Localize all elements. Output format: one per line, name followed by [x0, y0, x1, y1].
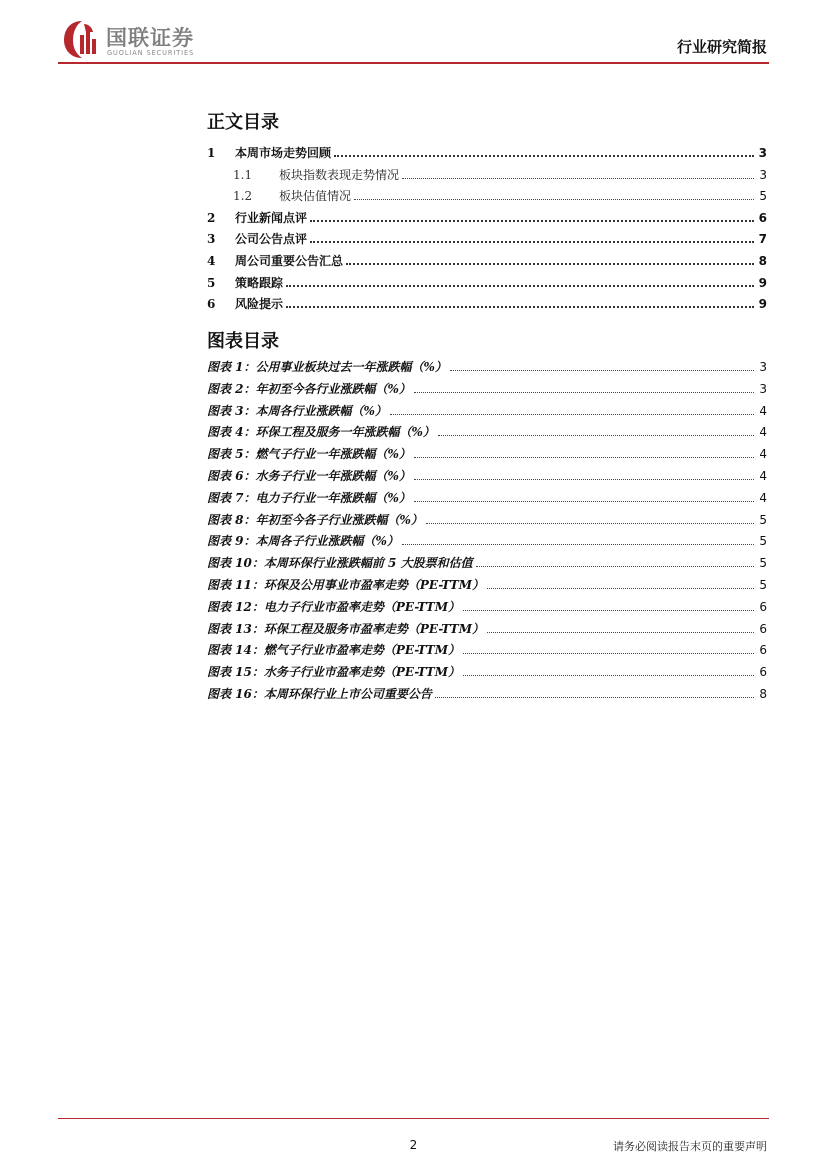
figure-dot-leader	[414, 457, 754, 458]
figure-entry[interactable]	[207, 683, 767, 701]
figure-dot-leader	[426, 523, 754, 524]
figure-dot-leader	[390, 414, 754, 415]
page-number: 2	[409, 1138, 418, 1152]
figure-entry-page: 8	[759, 687, 767, 701]
toc-dot-leader	[354, 199, 754, 200]
figure-entry-title: 图表 10：本周环保行业涨跌幅前 5 大股票和估值	[207, 556, 473, 571]
toc-dot-leader	[334, 155, 754, 157]
figure-dot-leader	[463, 653, 754, 654]
figure-entry[interactable]	[207, 421, 767, 439]
figure-entry-title: 图表 3：本周各行业涨跌幅（%）	[207, 403, 387, 418]
figure-entry-title: 图表 4：环保工程及服务一年涨跌幅（%）	[207, 425, 435, 440]
toc-entry[interactable]	[207, 228, 767, 246]
toc-entry-title: 行业新闻点评	[235, 210, 308, 225]
figure-entry[interactable]	[207, 574, 767, 592]
toc-entry-number: 4	[207, 254, 216, 268]
toc-entry-page: 3	[759, 167, 767, 182]
figure-entry-page: 5	[759, 556, 767, 571]
figure-entry-page: 6	[759, 665, 767, 680]
figure-entry-title: 图表 1：公用事业板块过去一年涨跌幅（%）	[207, 360, 447, 374]
figure-entry-page: 4	[759, 403, 767, 418]
figure-entry-page: 4	[759, 425, 767, 440]
toc-dot-leader	[346, 263, 754, 265]
figure-entry-title: 图表 12：电力子行业市盈率走势（PE-TTM）	[207, 599, 460, 614]
figure-entry-page: 4	[759, 447, 767, 462]
figure-dot-leader	[463, 675, 754, 676]
toc-entry-title: 风险提示	[235, 297, 284, 312]
figure-entry-title: 图表 2：年初至今各行业涨跌幅（%）	[207, 381, 411, 396]
figure-entry[interactable]	[207, 661, 767, 679]
toc-entry-title: 周公司重要公告汇总	[235, 254, 344, 268]
toc-entry-page: 8	[758, 254, 767, 268]
toc-entry-page: 5	[759, 189, 767, 204]
toc-entry-number: 6	[207, 297, 216, 312]
toc-dot-leader	[286, 285, 754, 287]
figure-dot-leader	[402, 544, 754, 545]
figure-entry-page: 3	[759, 360, 767, 374]
logo-chinese-name: 国联证券	[106, 26, 194, 50]
toc-entry[interactable]	[207, 207, 767, 225]
figure-entry[interactable]	[207, 487, 767, 505]
figure-entry-page: 3	[759, 381, 767, 396]
figure-entry-title: 图表 8：年初至今各子行业涨跌幅（%）	[207, 512, 423, 527]
figure-entry-title: 图表 16：本周环保行业上市公司重要公告	[207, 687, 432, 701]
toc-entry[interactable]	[207, 293, 767, 311]
toc-dot-leader	[402, 178, 754, 179]
toc-entry-title: 板块估值情况	[279, 189, 352, 204]
figure-dot-leader	[487, 632, 754, 633]
toc-entry[interactable]	[207, 185, 767, 203]
figure-dot-leader	[414, 501, 754, 502]
figure-entry-page: 6	[759, 599, 767, 614]
footer-divider	[58, 1118, 769, 1119]
toc-entry-page: 3	[758, 146, 767, 160]
figure-entry[interactable]	[207, 443, 767, 461]
figure-entry-title: 图表 14：燃气子行业市盈率走势（PE-TTM）	[207, 643, 460, 658]
figure-entry-page: 6	[759, 643, 767, 658]
figure-dot-leader	[487, 588, 754, 589]
figure-entry-page: 5	[759, 578, 767, 592]
figure-entry[interactable]	[207, 618, 767, 636]
figure-entry[interactable]	[207, 596, 767, 614]
toc-heading: 正文目录	[207, 112, 279, 133]
toc-entry-number: 5	[207, 275, 216, 290]
company-logo	[62, 18, 252, 60]
toc-entry-number: 3	[207, 232, 216, 247]
figure-dot-leader	[438, 435, 754, 436]
report-type: 行业研究简报	[676, 38, 767, 56]
toc-entry-number: 1.2	[233, 189, 253, 204]
guolian-logo-icon	[62, 18, 102, 60]
figure-dot-leader	[450, 370, 754, 371]
toc-entry-title: 本周市场走势回顾	[235, 146, 332, 160]
toc-entry-title: 板块指数表现走势情况	[279, 167, 400, 182]
toc-dot-leader	[310, 241, 754, 243]
figure-dot-leader	[476, 566, 754, 567]
toc-entry-title: 公司公告点评	[235, 232, 308, 247]
figure-entry-page: 6	[759, 621, 767, 636]
toc-entry-page: 7	[758, 232, 767, 247]
figure-entry-page: 4	[759, 469, 767, 483]
toc-entry[interactable]	[207, 164, 767, 182]
toc-entry-number: 1	[207, 146, 216, 160]
figure-entry[interactable]	[207, 552, 767, 570]
figure-dot-leader	[414, 392, 754, 393]
figure-entry-page: 5	[759, 512, 767, 527]
toc-entry[interactable]	[207, 250, 767, 268]
figure-entry[interactable]	[207, 378, 767, 396]
figure-dot-leader	[463, 610, 754, 611]
figure-entry-title: 图表 7：电力子行业一年涨跌幅（%）	[207, 490, 411, 505]
toc-dot-leader	[310, 220, 754, 222]
figure-entry-title: 图表 9：本周各子行业涨跌幅（%）	[207, 534, 399, 549]
figure-entry[interactable]	[207, 356, 767, 374]
figure-dot-leader	[435, 697, 754, 698]
figure-entry-page: 4	[759, 490, 767, 505]
toc-entry[interactable]	[207, 142, 767, 160]
figure-list-heading: 图表目录	[207, 331, 279, 352]
figure-entry[interactable]	[207, 509, 767, 527]
figure-entry-title: 图表 5：燃气子行业一年涨跌幅（%）	[207, 447, 411, 462]
header-divider	[58, 62, 769, 64]
toc-entry-page: 9	[758, 275, 767, 290]
toc-entry-number: 2	[207, 210, 216, 225]
toc-entry-page: 6	[758, 210, 767, 225]
toc-entry-number: 1.1	[233, 167, 253, 182]
toc-entry-title: 策略跟踪	[235, 275, 284, 290]
figure-dot-leader	[414, 479, 754, 480]
figure-entry-title: 图表 15：水务子行业市盈率走势（PE-TTM）	[207, 665, 460, 680]
figure-entry[interactable]	[207, 639, 767, 657]
toc-dot-leader	[286, 306, 754, 308]
figure-entry-title: 图表 13：环保工程及服务市盈率走势（PE-TTM）	[207, 621, 484, 636]
footer-disclaimer: 请务必阅读报告末页的重要声明	[613, 1140, 767, 1153]
figure-entry-title: 图表 6：水务子行业一年涨跌幅（%）	[207, 469, 411, 483]
logo-english-name: GUOLIAN SECURITIES	[107, 49, 195, 57]
page-header	[0, 0, 827, 70]
figure-entry[interactable]	[207, 465, 767, 483]
figure-entry-page: 5	[759, 534, 767, 549]
toc-entry-page: 9	[758, 297, 767, 312]
figure-entry[interactable]	[207, 530, 767, 548]
figure-entry[interactable]	[207, 400, 767, 418]
figure-entry-title: 图表 11：环保及公用事业市盈率走势（PE-TTM）	[207, 578, 484, 592]
toc-entry[interactable]	[207, 272, 767, 290]
